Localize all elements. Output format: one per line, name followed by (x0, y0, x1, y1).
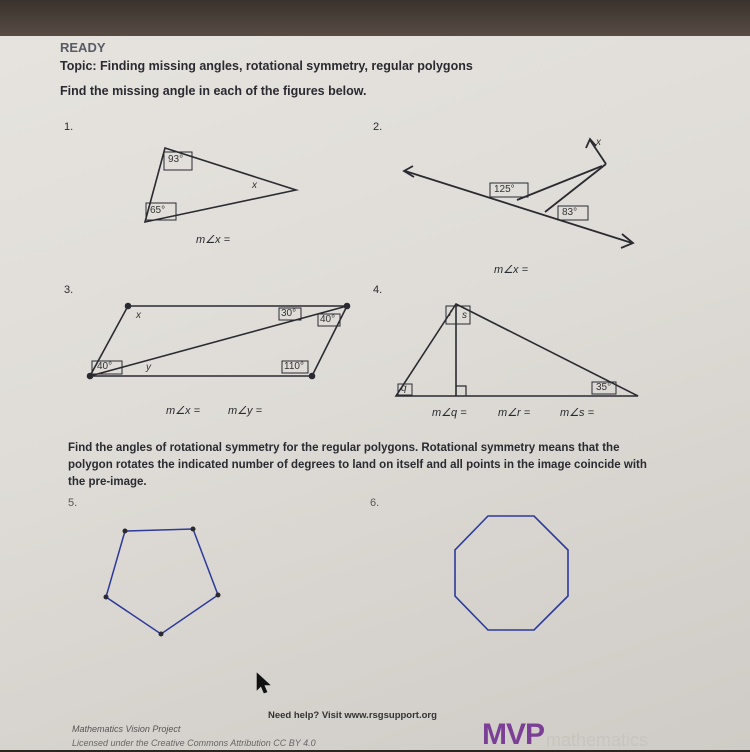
problem-3-number: 3. (64, 284, 74, 296)
pentagon-figure (104, 527, 221, 637)
p2-angle-83: 83° (562, 207, 578, 218)
help-line: Need help? Visit www.rsgsupport.org (268, 710, 437, 721)
p4-answer-r: m∠r = (498, 407, 531, 419)
mvp-logo-sub: mathematics (546, 730, 649, 750)
p2-answer: m∠x = (494, 264, 529, 276)
p3-var-y: y (146, 362, 151, 373)
problem-6-number: 6. (370, 497, 380, 509)
p3-angle-40-top: 40° (320, 314, 336, 325)
problem-2-lines (404, 139, 633, 248)
p3-answer-x: m∠x = (166, 405, 201, 417)
p1-answer: m∠x = (196, 234, 231, 246)
p4-var-s: s (462, 310, 467, 321)
problem-1-number: 1. (64, 121, 74, 133)
instruction-line: Find the missing angle in each of the figures below. (60, 84, 367, 98)
p3-angle-110: 110° (284, 361, 304, 372)
p4-answer-s: m∠s = (560, 407, 595, 419)
section-heading: READY (60, 40, 106, 55)
p4-var-r: r (449, 308, 453, 319)
p3-var-x: x (136, 310, 141, 321)
p3-angle-40-left: 40° (97, 361, 113, 372)
license-line: Licensed under the Creative Commons Attribution CC BY 4.0 (72, 738, 316, 748)
p3-angle-30: 30° (281, 308, 297, 319)
p1-angle-93: 93° (168, 154, 184, 165)
p2-angle-125: 125° (494, 184, 515, 195)
problem-3-parallelogram (88, 304, 350, 379)
mvp-logo: MVP (482, 718, 545, 751)
p3-answer-y: m∠y = (228, 405, 263, 417)
p4-var-q: q (401, 383, 407, 394)
problem-5-number: 5. (68, 497, 78, 509)
p1-var-x: x (252, 180, 257, 191)
problem-4-number: 4. (373, 284, 383, 296)
p1-angle-65: 65° (150, 205, 166, 216)
octagon-figure (455, 516, 568, 630)
project-name: Mathematics Vision Project (72, 724, 181, 734)
problem-2-number: 2. (373, 121, 383, 133)
rotational-instruction: Find the angles of rotational symmetry for the regular polygons. Rotational symmetry means that the polygon rotates the indicated number of degrees to land on itself and all points in the image coincide with the pre-image. (68, 442, 647, 488)
p2-var-x: x (596, 137, 601, 148)
topic-line: Topic: Finding missing angles, rotational symmetry, regular polygons (60, 59, 473, 73)
p4-angle-35: 35° (596, 382, 612, 393)
mouse-cursor-icon (257, 673, 270, 693)
p4-answer-q: m∠q = (432, 407, 467, 419)
